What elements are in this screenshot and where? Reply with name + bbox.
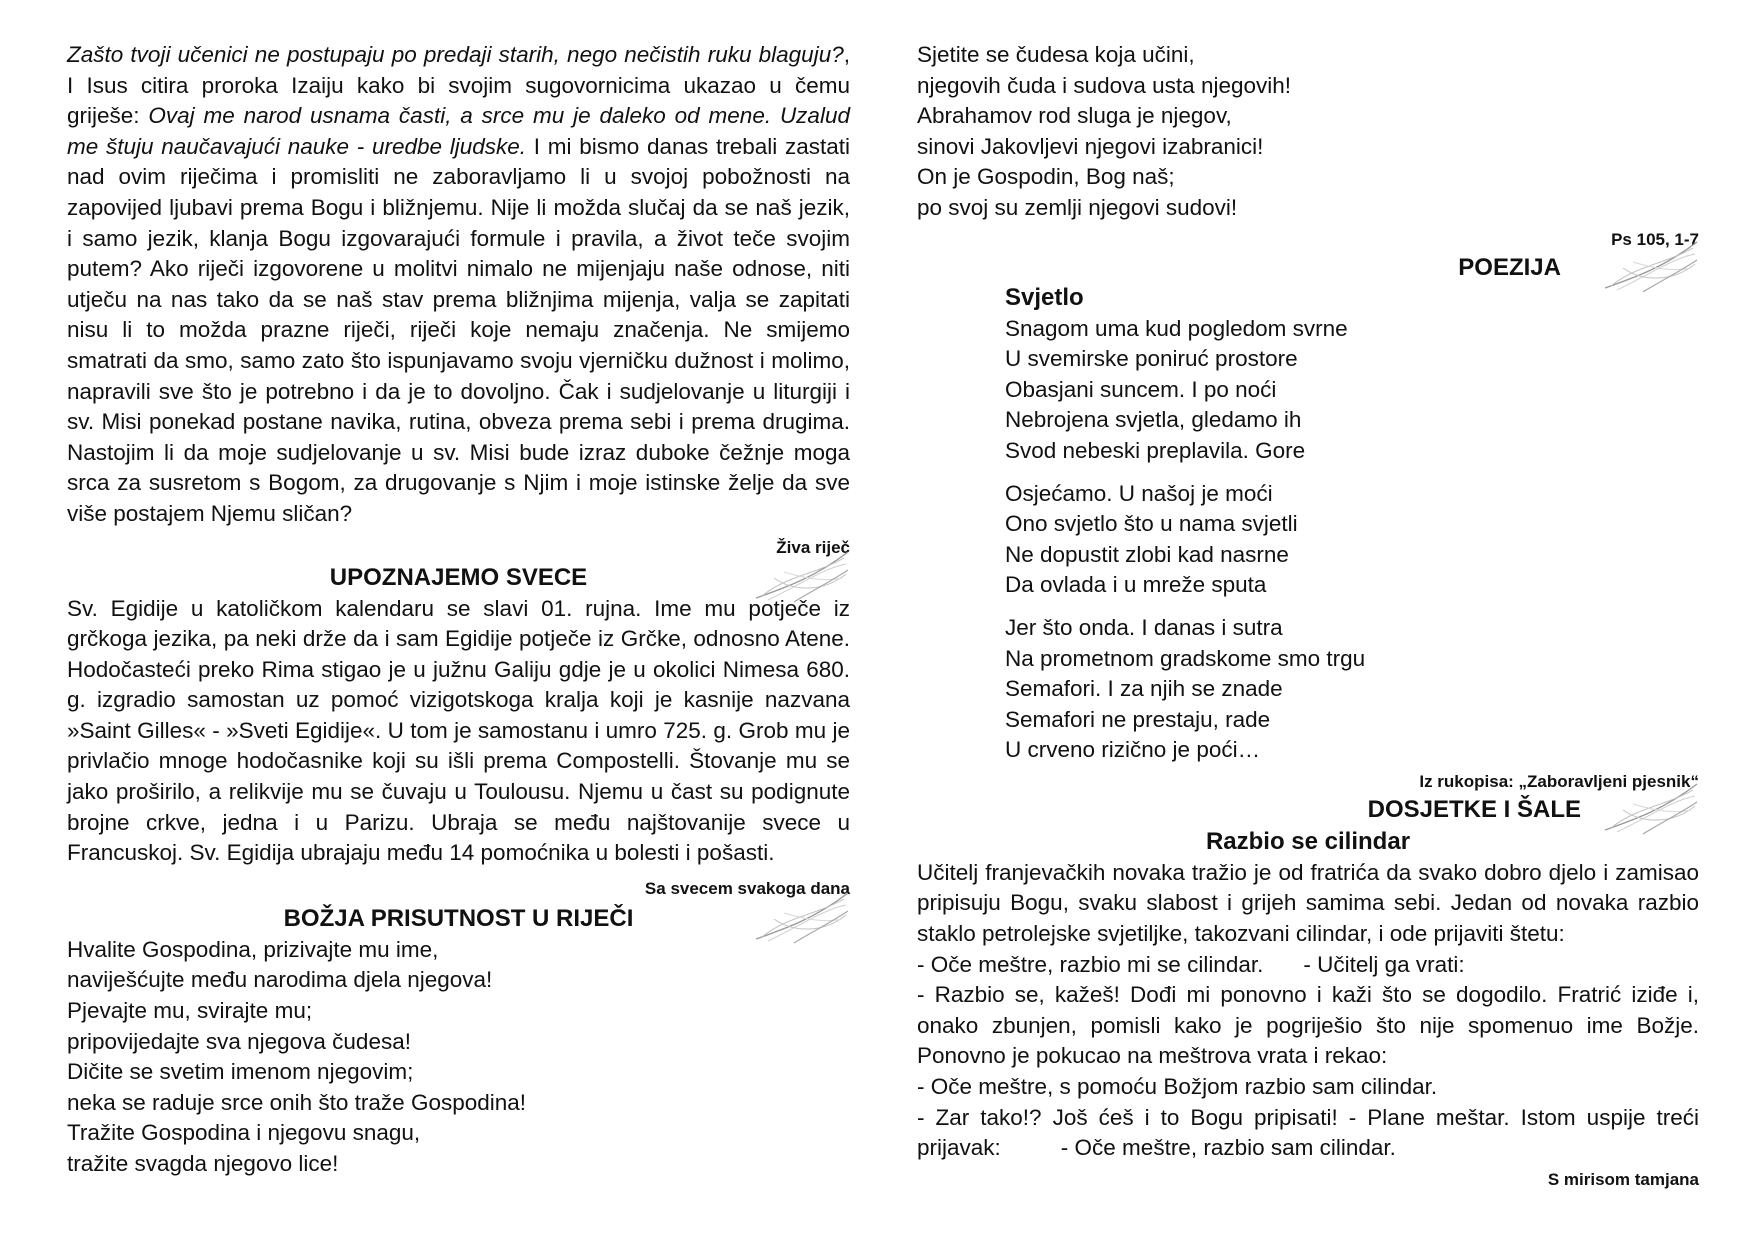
intro-paragraph — [67, 40, 850, 530]
joke-dialogue-1 — [917, 950, 1699, 981]
left-column — [67, 40, 850, 1180]
poem-line: Svod nebeski preplavila. Gore — [1005, 437, 1306, 463]
dialogue-text: - Zar tako!? Još ćeš i to Bogu pripisati! - Plane meštar. Istom uspije treći prijavak: — [917, 1104, 1699, 1161]
verse-line: Sjetite se čudesa koja učini, — [917, 42, 1195, 67]
poem-line: Jer što onda. I danas i sutra — [1005, 614, 1283, 640]
poem-title: Svjetlo — [1005, 283, 1084, 311]
section-title-word — [67, 903, 850, 935]
dialogue-text: - Učitelj ga vrati: — [1303, 951, 1465, 977]
verse-line: njegovih čuda i sudova usta njegovih! — [917, 72, 1292, 98]
right-column — [917, 40, 1699, 1192]
psalm-verses-left — [67, 935, 850, 1180]
poem-line: Osjećamo. U našoj je moći — [1005, 480, 1273, 506]
poem-line: U svemirske poniruć prostore — [1005, 346, 1298, 372]
feather-icon — [1603, 780, 1699, 838]
feather-icon — [754, 889, 850, 947]
section-title-text: POEZIJA — [1458, 253, 1561, 281]
verse-line: Dičite se svetim imenom njegovim; — [67, 1059, 414, 1085]
psalm-verses-right — [917, 40, 1699, 224]
source-svecem: Sa svecem svakoga dana — [644, 878, 850, 898]
feather-icon — [1603, 238, 1699, 296]
poem-line: Obasjani suncem. I po noći — [1005, 376, 1277, 402]
poem-stanza — [1005, 314, 1699, 467]
source-tamjan: S mirisom tamjana — [1547, 1169, 1699, 1189]
joke-paragraph-1: Učitelj franjevačkih novaka tražio je od fratrića da svako dobro djelo i zamisao pripisuju Bogu, svaku slabost i grijeh samima sebi. Jedan od novaka razbio staklo petrolejske svjetiljke, takozvani cilindar, i ode prijaviti štetu: — [917, 859, 1699, 947]
section-title-text: DOSJETKE I ŠALE — [1367, 795, 1581, 823]
source-psalm: Ps 105, 1-7 — [1611, 229, 1699, 249]
poem-line: Ono svjetlo što u nama svjetli — [1005, 511, 1298, 537]
poem-line: U crveno rizično je poći… — [1005, 737, 1261, 763]
verse-line: tražite svagda njegovo lice! — [67, 1151, 339, 1176]
quote-question: Zašto tvoji učenici ne postupaju po predaji starih, nego nečistih ruku blaguju? — [67, 42, 844, 67]
feather-icon — [754, 548, 850, 606]
verse-line: Pjevajte mu, svirajte mu; — [67, 998, 313, 1024]
poem-line: Nebrojena svjetla, gledamo ih — [1005, 407, 1302, 433]
verse-line: Hvalite Gospodina, prizivajte mu ime, — [67, 936, 439, 962]
dialogue-text: - Oče meštre, razbio mi se cilindar. — [917, 951, 1264, 977]
poem-stanza — [1005, 479, 1699, 601]
section-title-saints — [67, 562, 850, 594]
verse-line: naviješćujte među narodima djela njegova! — [67, 967, 493, 993]
quote-isaiah: Ovaj me narod usnama časti, a srce mu je daleko od mene. Uzalud me štuju naučavajući nauke - uredbe ljudske. — [67, 103, 850, 159]
dialogue-text: - Oče meštre, razbio sam cilindar. — [1060, 1135, 1396, 1161]
verse-line: On je Gospodin, Bog naš; — [917, 164, 1175, 190]
poem — [1005, 282, 1699, 766]
verse-line: pripovijedajte sva njegova čudesa! — [67, 1028, 411, 1054]
verse-line: Tražite Gospodina i njegovu snagu, — [67, 1120, 421, 1146]
verse-line: po svoj su zemlji njegovi sudovi! — [917, 194, 1238, 220]
joke-paragraph-3 — [917, 1103, 1699, 1164]
poem-line: Ne dopustit zlobi kad nasrne — [1005, 541, 1289, 567]
verse-line: Abrahamov rod sluga je njegov, — [917, 103, 1232, 129]
saints-paragraph: Sv. Egidije u katoličkom kalendaru se slavi 01. rujna. Ime mu potječe iz grčkoga jezika, pa neki drže da i sam Egidije potječe iz Grčke, odnosno Atene. Hodočasteći preko Rima stigao je u južnu Galiju gdje je u okolici Nimesa 680. g. izgradio samostan uz pomoć vizigotskoga kralja koji je kasnije nazvana »Saint Gilles« - »Sveti Egidije«. U tom je samostanu i umro 725. g. Grob mu je privlačio mnoge hodočasnike koji su išli prema Compostelli. Štovanje mu se jako proširilo, a relikvije mu se čuvaju u Toulousu. Njemu u čast su podignute brojne crkve, jedna i u Parizu. Ubraja se među najštovanije svece u Francuskoj. Sv. Egidija ubrajaju među 14 pomoćnika u bolesti i pošasti. — [67, 595, 850, 866]
verse-line: neka se raduje srce onih što traže Gospodina! — [67, 1089, 527, 1115]
intro-text-1: , I Isus citira proroka Izaiju kako bi svojim sugovornicima ukazao u čemu griješe: — [67, 42, 850, 129]
section-title-text: UPOZNAJEMO SVECE — [329, 563, 588, 591]
poem-line: Semafori. I za njih se znade — [1005, 676, 1283, 702]
section-title-jokes — [917, 794, 1699, 826]
poem-line: Snagom uma kud pogledom svrne — [1005, 315, 1348, 341]
poem-line: Da ovlada i u mreže sputa — [1005, 572, 1267, 598]
poem-line: Semafori ne prestaju, rade — [1005, 706, 1271, 732]
joke-title: Razbio se cilindar — [1205, 827, 1411, 855]
verse-line: sinovi Jakovljevi njegovi izabranici! — [917, 133, 1264, 159]
section-title-text: BOŽJA PRISUTNOST U RIJEČI — [283, 904, 634, 932]
joke-dialogue-2: - Oče meštre, s pomoću Božjom razbio sam cilindar. — [917, 1074, 1438, 1100]
source-rukopis: Iz rukopisa: „Zaboravljeni pjesnik“ — [1419, 771, 1699, 791]
poem-line: Na prometnom gradskome smo trgu — [1005, 645, 1366, 671]
joke-paragraph-2: - Razbio se, kažeš! Dođi mi ponovno i kaži što se dogodilo. Fratrić iziđe i, onako zbunjen, pomisli kako je pogriješio što nije spomenuo ime Božje. Ponovno je pokucao na meštrova vrata i rekao: — [917, 982, 1699, 1069]
section-title-poetry — [917, 252, 1699, 284]
intro-text-2: I mi bismo danas trebali zastati nad ovim riječima i promisliti ne zaboravljamo li u svojoj pobožnosti na zapovijed ljubavi prema Bogu i bližnjemu. Nije li možda slučaj da se naš jezik, i samo jezik, klanja Bogu izgovarajući formule i pravila, a život teče svojim putem? Ako riječi izgovorene u molitvi nimalo ne mijenjaju naše odnose, niti utječu na nas tako da se naš stav prema bližnjima mijenja, valja se zapitati nisu li to možda prazne riječi, riječi koje nemaju značenja. Ne smijemo smatrati da smo, samo zato što ispunjavamo svoju vjerničku dužnost i molimo, napravili sve što je potrebno i da je to dovoljno. Čak i sudjelovanje u liturgiji i sv. Misi ponekad postane navika, rutina, obveza prema sebi i prema drugima. Nastojim li da moje sudjelovanje u sv. Misi bude izraz duboke čežnje moga srca za susretom s Bogom, za drugovanje s Njim i moje istinske želje da sve više postajem Njemu sličan? — [67, 133, 850, 526]
source-ziva-rijec: Živa riječ — [776, 537, 850, 557]
poem-stanza — [1005, 613, 1699, 766]
